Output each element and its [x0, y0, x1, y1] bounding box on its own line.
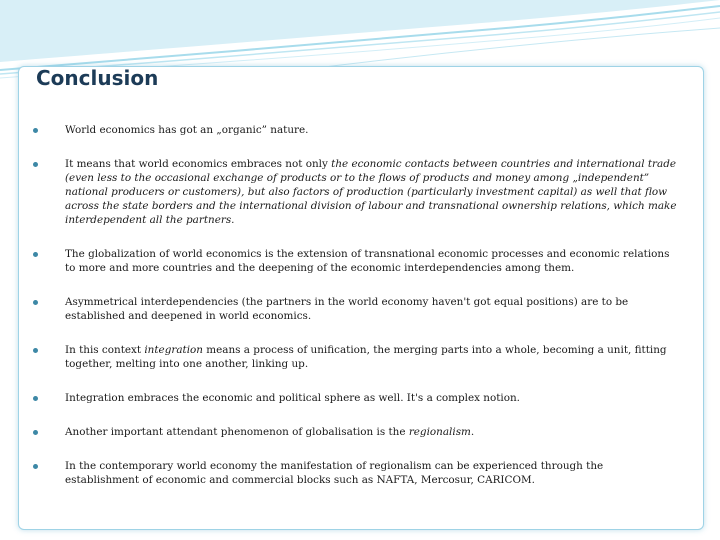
bullet-text [65, 296, 628, 322]
bullet-text-run: In the contemporary world economy the manifestation of regionalism can be experienced through the establishment of economic and commercial blocks such as NAFTA, Mercosur, CARICOM. [65, 460, 604, 486]
bullet-dot-icon [33, 464, 38, 469]
bullet-text-run: . [470, 426, 475, 438]
bullet-item [30, 343, 678, 371]
bullet-text [65, 158, 676, 226]
bullet-item [30, 391, 678, 405]
bullet-list [30, 117, 678, 487]
bullet-text-run: Another important attendant phenomenon of globalisation is the [65, 426, 409, 438]
bullet-dot-icon [33, 128, 38, 133]
bullet-text-run: means a process of unification, the merging parts into a whole, becoming a unit, fitting together, melting into one another, linking up. [65, 344, 667, 370]
bullet-item [30, 247, 678, 275]
bullet-text-run: It means that world economics embraces not only [65, 158, 332, 170]
bullet-text [65, 248, 669, 274]
bullet-italic-run: the economic contacts between countries and international trade (even less to the occasional exchange of products or to the flows of products and money among „independent” national producers or customers), but also factors of production (particularly investment capital) as well that flow across the state borders and the international division of labour and transnational ownership relations, which make interdependent all the partners. [65, 158, 677, 226]
bullet-text-run: Asymmetrical interdependencies (the partners in the world economy haven't got equal positions) are to be established and deepened in world economics. [65, 296, 629, 322]
bullet-dot-icon [33, 300, 38, 305]
bullet-text-run: In this context [65, 344, 145, 356]
bullet-item [30, 295, 678, 323]
bullet-item [30, 459, 678, 487]
bullet-text [65, 426, 474, 438]
bullet-text [65, 460, 603, 486]
bullet-item [30, 425, 678, 439]
bullet-text [65, 392, 520, 404]
bullet-text [65, 124, 308, 136]
bullet-dot-icon [33, 430, 38, 435]
bullet-text [65, 344, 667, 370]
bullet-dot-icon [33, 162, 38, 167]
slide-title: Conclusion [36, 66, 159, 90]
bullet-text-run: World economics has got an „organic” nature. [65, 124, 309, 136]
bullet-text-run: The globalization of world economics is the extension of transnational economic processes and economic relations to more and more countries and the deepening of the economic interdependencies among them. [65, 248, 670, 274]
bullet-item [30, 157, 678, 227]
bullet-dot-icon [33, 252, 38, 257]
bullet-italic-run: integration [144, 344, 203, 356]
bullet-item [30, 123, 678, 137]
bullet-dot-icon [33, 396, 38, 401]
bullet-text-run: Integration embraces the economic and political sphere as well. It's a complex notion. [65, 392, 520, 404]
bullet-dot-icon [33, 348, 38, 353]
bullet-italic-run: regionalism [408, 426, 471, 438]
